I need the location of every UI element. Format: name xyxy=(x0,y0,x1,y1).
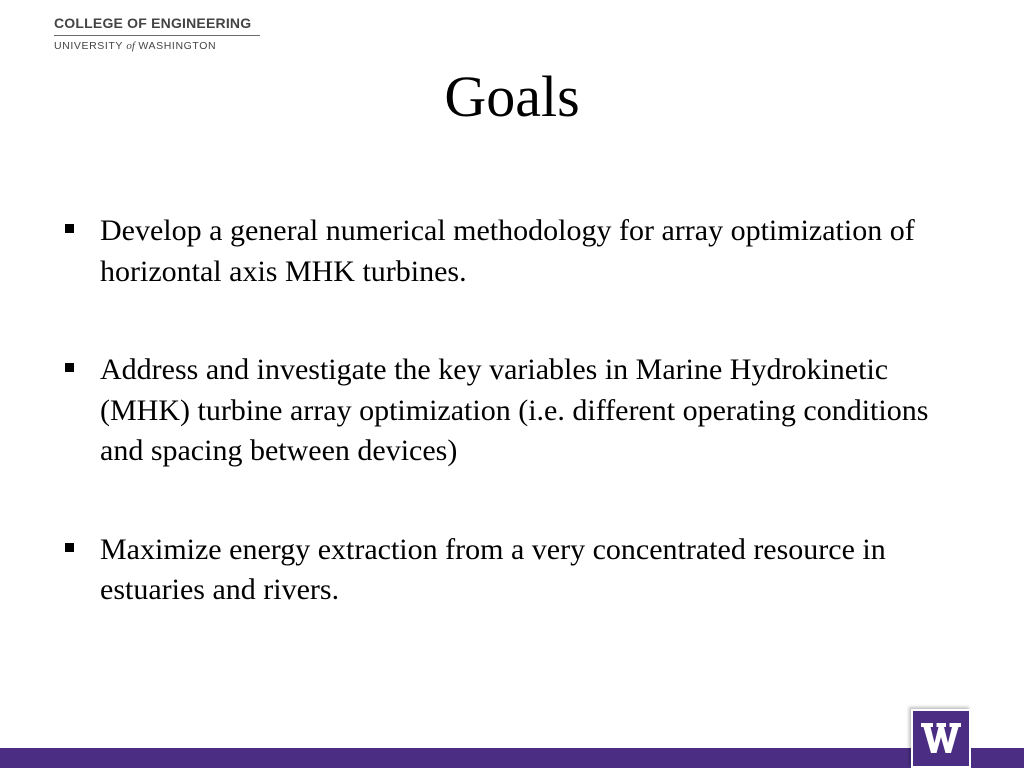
bullet-item xyxy=(62,211,972,292)
college-logo xyxy=(54,14,262,53)
slide-title: Goals xyxy=(444,64,580,129)
university-name-suffix: WASHINGTON xyxy=(134,40,217,52)
square-bullet-icon xyxy=(65,543,74,552)
footer-bar xyxy=(0,748,1024,768)
bullet-list xyxy=(62,211,972,669)
uw-w-logo-icon xyxy=(911,709,971,768)
w-glyph-icon xyxy=(921,721,961,755)
bullet-text: Address and investigate the key variables in Marine Hydrokinetic (MHK) turbine array optimization (i.e. different operating conditions and spacing between devices) xyxy=(100,353,929,467)
bullet-text: Develop a general numerical methodology for array optimization of horizontal axis MHK turbines. xyxy=(100,214,915,288)
bullet-item xyxy=(62,530,972,611)
square-bullet-icon xyxy=(65,224,74,233)
bullet-text: Maximize energy extraction from a very concentrated resource in estuaries and rivers. xyxy=(100,532,886,606)
university-name-of: of xyxy=(126,40,135,52)
bullet-item xyxy=(62,350,972,472)
university-name xyxy=(54,40,262,53)
logo-divider xyxy=(54,35,260,36)
square-bullet-icon xyxy=(65,363,74,372)
university-name-prefix: UNIVERSITY xyxy=(54,40,127,52)
college-name: COLLEGE OF ENGINEERING xyxy=(54,15,252,31)
